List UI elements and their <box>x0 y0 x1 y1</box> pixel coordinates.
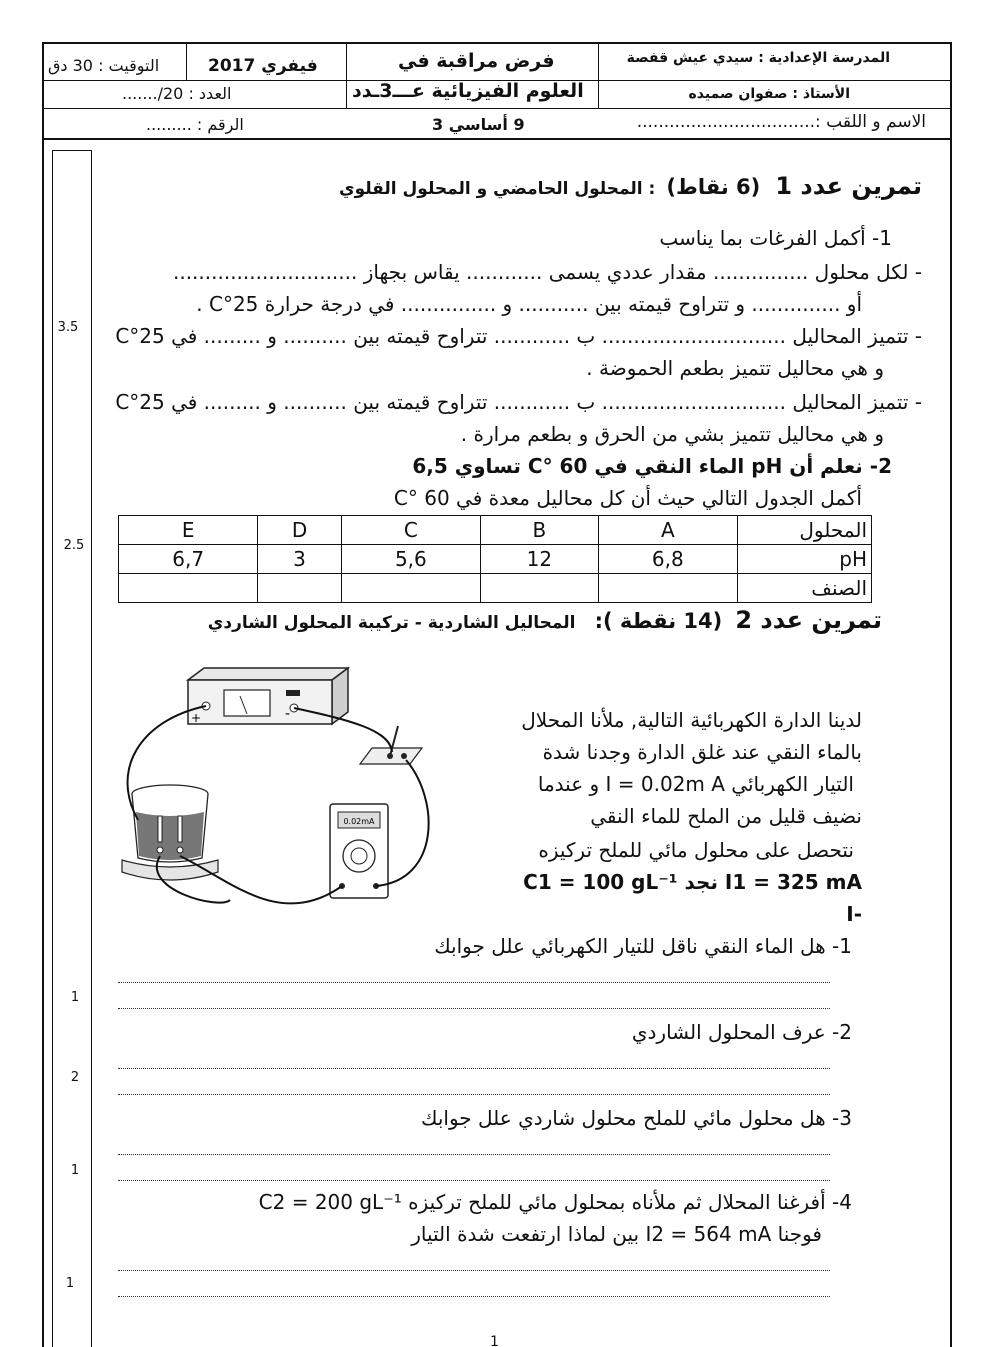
ex2-q2: 2- عرف المحلول الشاردي <box>631 1020 852 1044</box>
ex1-q2-line1: 2- نعلم أن pH الماء النقي في 60 °C تساوي 6,5 <box>412 454 892 478</box>
ph-table-label-ph: pH <box>738 545 872 574</box>
grade-field[interactable]: العدد : 20/....... <box>122 84 232 103</box>
score-5: 1 <box>70 1163 80 1178</box>
teacher-name: الأستاذ : صفوان صميده <box>688 86 850 102</box>
exercise2-number: تمرين عدد 2 <box>735 606 882 634</box>
header-divider-2 <box>42 108 952 109</box>
exercise1-points: (6 نقاط) <box>666 175 761 199</box>
score-4: 2 <box>70 1070 80 1085</box>
type-answer-b[interactable] <box>481 574 599 603</box>
ph-table-col-b: B <box>481 516 599 545</box>
type-answer-d[interactable] <box>258 574 341 603</box>
ph-value-c: 5,6 <box>341 545 480 574</box>
ph-table-row-ph <box>119 545 872 574</box>
switch-icon <box>360 726 422 764</box>
ex1-line6: و هي محاليل تتميز بشي من الحرق و بطعم مرارة . <box>460 422 884 446</box>
exam-date: فيفري 2017 <box>208 56 318 76</box>
exercise1-title <box>339 172 922 200</box>
answer-line-q1-b[interactable] <box>118 1008 830 1009</box>
exam-title: فرض مراقبة في <box>398 50 555 72</box>
ph-value-b: 12 <box>481 545 599 574</box>
ph-table-row-type <box>119 574 872 603</box>
score-3: 1 <box>70 990 80 1005</box>
level: 9 أساسي 3 <box>432 115 525 134</box>
answer-line-q3-b[interactable] <box>118 1180 830 1181</box>
answer-line-q4-a[interactable] <box>118 1270 830 1271</box>
type-answer-c[interactable] <box>341 574 480 603</box>
answer-line-q2-b[interactable] <box>118 1094 830 1095</box>
ex1-line2: أو .............. و تتراوح قيمته بين ........... و ............... في درجة حرارة 25°C . <box>196 292 862 316</box>
ph-table-col-d: D <box>258 516 341 545</box>
ex2-q4-line1: 4- أفرغنا المحلال ثم ملأناه بمحلول مائي للملح تركيزه C2 = 200 gL⁻¹ <box>258 1190 852 1214</box>
header-col-2 <box>598 42 599 108</box>
multimeter-icon <box>330 804 388 898</box>
answer-line-q3-a[interactable] <box>118 1154 830 1155</box>
type-answer-a[interactable] <box>598 574 737 603</box>
subject-title: العلوم الفيزيائية عـــ3ـدد <box>352 80 584 102</box>
part-label: -I <box>846 902 862 926</box>
number-field[interactable]: الرقم : ......... <box>146 115 244 134</box>
header-divider-3 <box>42 138 952 140</box>
ex2-intro-1: لدينا الدارة الكهربائية التالية, ملأنا المحلال <box>521 708 862 732</box>
ex2-q3: 3- هل محلول مائي للملح محلول شاردي علل جوابك <box>420 1106 852 1130</box>
exercise1-number: تمرين عدد 1 <box>775 172 922 200</box>
exercise1-topic: : المحلول الحامضي و المحلول القلوي <box>339 179 656 199</box>
generator-icon <box>188 668 348 725</box>
header-col-1 <box>346 42 347 108</box>
ph-table-label-type: الصنف <box>738 574 872 603</box>
exercise2-topic: المحاليل الشاردية - تركيبة المحلول الشاردي <box>207 613 576 633</box>
svg-text:-: - <box>284 706 290 722</box>
ph-value-a: 6,8 <box>598 545 737 574</box>
score-6: 1 <box>65 1276 75 1291</box>
ph-table <box>118 515 872 603</box>
ph-table-label-solution: المحلول <box>738 516 872 545</box>
svg-text:+: + <box>190 711 201 725</box>
ph-value-e: 6,7 <box>119 545 258 574</box>
score-2: 2.5 <box>63 538 85 553</box>
name-field[interactable]: الاسم و اللقب :................................. <box>636 112 926 132</box>
ph-table-col-c: C <box>341 516 480 545</box>
ex2-q4-line2: فوجنا I2 = 564 mA بين لماذا ارتفعت شدة التيار <box>411 1222 822 1246</box>
answer-line-q2-a[interactable] <box>118 1068 830 1069</box>
ex1-line1: - لكل محلول ............... مقدار عددي يسمى ............ يقاس بجهاز ............................. <box>172 260 922 284</box>
ex2-intro-3: التيار الكهربائي I = 0.02m A و عندما <box>537 772 854 796</box>
ex1-line3: - تتميز المحاليل ............................. ب ............ تتراوح قيمته بين .......... و ......... في 25°C <box>115 324 922 348</box>
exam-duration: التوقيت : 30 دق <box>48 56 160 75</box>
school-name: المدرسة الإعدادية : سيدي عيش قفصة <box>626 50 890 66</box>
ex2-intro-2: بالماء النقي عند غلق الدارة وجدنا شدة <box>542 740 862 764</box>
page-number: 1 <box>490 1334 499 1347</box>
type-answer-e[interactable] <box>119 574 258 603</box>
ph-table-col-e: E <box>119 516 258 545</box>
ex1-q2-line2: أكمل الجدول التالي حيث أن كل محاليل معدة في 60 °C <box>393 486 862 510</box>
meter-reading: 0.02mA <box>343 817 375 826</box>
exercise2-title <box>208 606 882 634</box>
ex1-q1: 1- أكمل الفرغات بما يناسب <box>659 226 892 250</box>
circuit-diagram <box>100 660 445 925</box>
ex2-intro-5: نتحصل على محلول مائي للملح تركيزه <box>538 838 854 862</box>
ex1-line5: - تتميز المحاليل ............................. ب ............ تتراوح قيمته بين .......... و ......... في 25°C <box>115 390 922 414</box>
ex2-q1: 1- هل الماء النقي ناقل للتيار الكهربائي علل جوابك <box>434 934 852 958</box>
exercise2-points: (14 نقطة ): <box>594 609 723 633</box>
ex2-intro-4: نضيف قليل من الملح للماء النقي <box>590 804 862 828</box>
electrolyser-icon <box>122 785 218 880</box>
answer-line-q1-a[interactable] <box>118 982 830 983</box>
score-1: 3.5 <box>57 320 79 335</box>
ex1-line4: و هي محاليل تتميز بطعم الحموضة . <box>586 356 884 380</box>
answer-line-q4-b[interactable] <box>118 1296 830 1297</box>
ph-value-d: 3 <box>258 545 341 574</box>
ph-table-col-a: A <box>598 516 737 545</box>
ex2-intro-6: I1 = 325 mA نجد C1 = 100 gL⁻¹ <box>523 870 862 894</box>
header-col-3 <box>186 42 187 80</box>
ph-table-row-solutions <box>119 516 872 545</box>
